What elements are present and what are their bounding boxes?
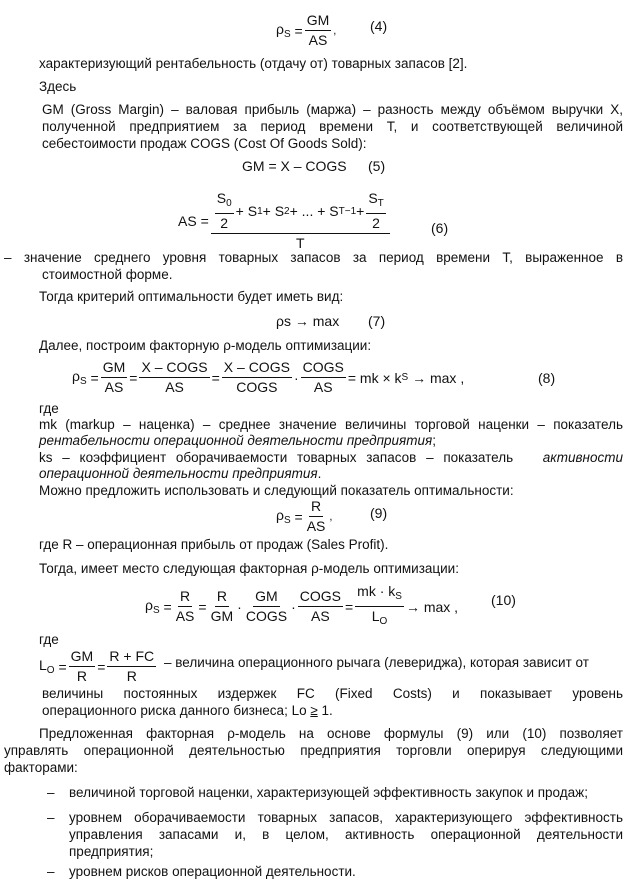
lo-fraction-2: $\frac{R + FC}{R}$: [109, 648, 155, 684]
eq10-fraction-5: $\frac{mk \cdot k_S}{L_O}$: [357, 583, 402, 627]
eq4-fraction: $\frac{GM}{AS}$: [306, 12, 330, 48]
factor-3-line-1: уровнем рисков операционной деятельности.: [69, 864, 356, 879]
factor-1-line-1: величиной торговой наценки, характеризующей эффективность закупок и продаж;: [69, 785, 588, 800]
mk-definition-line-2: рентабельности операционной деятельности предприятия;: [39, 433, 436, 448]
paragraph-then: Тогда, имеет место следующая факторная ρ-модель оптимизации:: [39, 561, 459, 576]
equation-7: ρs → max: [276, 313, 340, 329]
ks-definition-line-1: ks – коэффициент оборачиваемости товарных запасов – показатель активности: [39, 450, 623, 465]
eq8-fraction-4: $\frac{\text{COGS}}{AS}$: [302, 359, 344, 395]
where-2: где: [39, 632, 59, 647]
eq6-number: (6): [431, 220, 449, 236]
factor-1-dash: –: [47, 785, 55, 800]
lo-fraction-1: $\frac{GM}{R}$: [70, 648, 94, 684]
as-definition-line-2: стоимостной форме.: [42, 267, 173, 282]
where-1: где: [39, 401, 59, 416]
eq4-lhs: $\rho_S$: [276, 21, 291, 40]
eq9-fraction: $\frac{R}{AS}$: [306, 498, 326, 534]
gm-definition-line-1: GM (Gross Margin) – валовая прибыль (маржа) – разность между объёмом выручки X,: [42, 102, 623, 117]
eq10-fraction-2: $\frac{R}{GM}$: [210, 588, 234, 624]
factor-2-line-2: управления запасами и, в целом, активность операционной деятельности: [69, 827, 623, 842]
eq10-fraction-4: $\frac{\text{COGS}}{AS}$: [299, 588, 341, 624]
conclusion-line-1: Предложенная факторная ρ-модель на основе формулы (9) или (10) позволяет: [39, 726, 623, 741]
factor-3-dash: –: [47, 864, 55, 879]
eq9-number: (9): [370, 505, 388, 521]
gm-definition-line-2: полученной предприятием за период времени T, и соответствующей величиной: [42, 119, 623, 134]
eq6-fraction: $\frac{S_0}{2}$ + S 1 + S 2 + ... + S T−1 + $\frac{S_T}{2}$ T: [211, 190, 390, 252]
eq4-number: (4): [370, 18, 388, 34]
factor-2-line-3: предприятия;: [69, 844, 154, 859]
eq5-number: (5): [368, 158, 386, 174]
eq6-lhs: AS =: [178, 213, 209, 229]
paragraph-characterizing: характеризующий рентабельность (отдачу от) товарных запасов [2].: [39, 56, 468, 71]
lo-definition-line-2: величины постоянных издержек FC (Fixed Costs) и показывает уровень: [42, 686, 623, 701]
ks-definition-line-2: операционной деятельности предприятия.: [39, 466, 322, 481]
factor-2-dash: –: [47, 810, 55, 825]
equation-9: $\rho_S$ = $\frac{R}{AS}$ ,: [276, 498, 333, 534]
equation-10: $\rho_S$ = $\frac{R}{AS}$ = $\frac{R}{GM}$ · $\frac{GM}{\text{COGS}}$ · $\frac{\text{COGS}}{AS}$ = $\frac{mk \cdot k_S}{L_O}$ → max ,: [145, 583, 458, 630]
eq8-fraction-3: $\frac{\text{X – COGS}}{\text{COGS}}$: [223, 359, 290, 395]
eq8-fraction-2: $\frac{\text{X – COGS}}{AS}$: [141, 359, 208, 395]
eq10-fraction-3: $\frac{GM}{\text{COGS}}$: [245, 588, 288, 624]
r-definition: где R – операционная прибыль от продаж (Sales Profit).: [39, 537, 389, 552]
gm-definition-line-3: себестоимости продаж COGS (Cost Of Goods Sold):: [42, 136, 367, 151]
paragraph-here: Здесь: [39, 79, 77, 94]
lo-definition-line-3: операционного риска данного бизнеса; Lo ≥ 1.: [42, 703, 333, 718]
lo-definition-line-1: – величина операционного рычага (левериджа), которая зависит от: [164, 655, 589, 670]
equation-5: GM = X – COGS: [242, 158, 347, 174]
eq8-fraction-1: $\frac{GM}{AS}$: [102, 359, 126, 395]
equation-6: [178, 190, 392, 252]
paragraph-criterion: Тогда критерий оптимальности будет иметь вид:: [39, 289, 344, 304]
eq7-number: (7): [368, 313, 386, 329]
eq10-fraction-1: $\frac{R}{AS}$: [175, 588, 195, 624]
lo-formula: $L_O$ = $\frac{GM}{R}$ = $\frac{R + FC}{R}$: [39, 648, 155, 684]
paragraph-factor-model: Далее, построим факторную ρ-модель оптимизации:: [39, 338, 372, 353]
as-definition-line-1: – значение среднего уровня товарных запасов за период времени T, выраженное в: [4, 250, 623, 265]
eq8-number: (8): [538, 370, 556, 386]
factor-2-line-1: уровнем оборачиваемости товарных запасов, характеризующего эффективность: [69, 810, 623, 825]
equation-8: $\rho_S$ = $\frac{GM}{AS}$ = $\frac{\text{X – COGS}}{AS}$ = $\frac{\text{X – COGS}}{\text{COGS}}$ · $\frac{\text{COGS}}{AS}$ = mk × k S → max ,: [72, 359, 465, 395]
paragraph-propose: Можно предложить использовать и следующий показатель оптимальности:: [39, 483, 514, 498]
eq10-number: (10): [491, 592, 516, 608]
mk-definition-line-1: mk (markup – наценка) – среднее значение величины торговой наценки – показатель: [39, 417, 623, 432]
equation-4: $\rho_S$ = $\frac{GM}{AS}$ ,: [276, 12, 337, 48]
conclusion-line-3: факторами:: [4, 760, 78, 775]
conclusion-line-2: управлять операционной деятельностью предприятия торговли оперируя следующими: [4, 743, 623, 758]
